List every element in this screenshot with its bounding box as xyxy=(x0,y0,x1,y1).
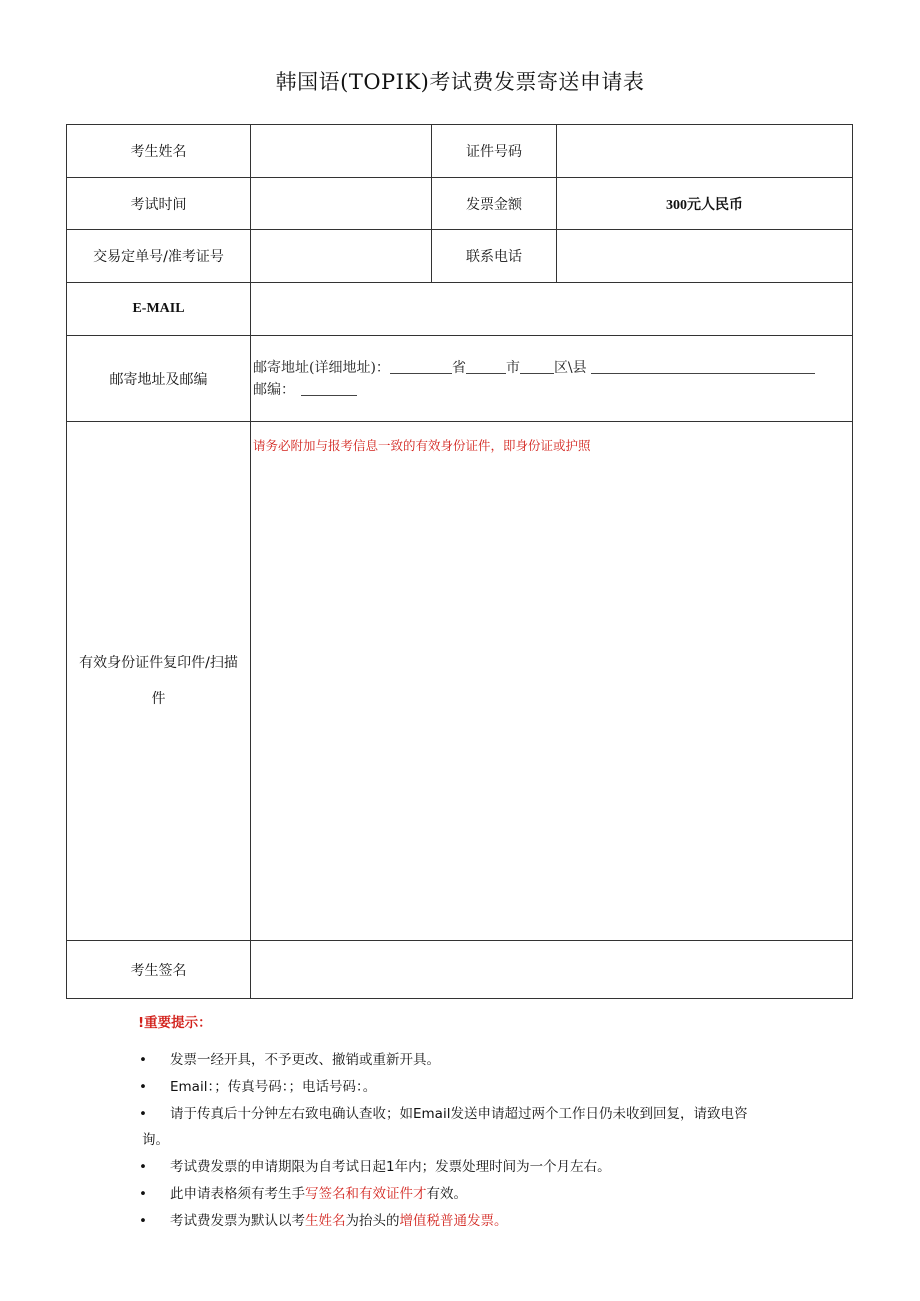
id-copy-area[interactable] xyxy=(251,422,853,941)
notes-list xyxy=(0,1048,920,1236)
note-text-1: 发票一经开具，不予更改、撤销或重新开具。 xyxy=(170,1052,440,1068)
form-row-signature xyxy=(67,941,853,999)
order-number-label: 交易定单号/准考证号 xyxy=(67,230,251,283)
id-copy-label-line1: 有效身份证件复印件/扫描 xyxy=(79,655,238,671)
exam-time-label: 考试时间 xyxy=(67,178,251,230)
form-row-exam-time xyxy=(67,178,853,230)
note-text-5b: 写签名和有效证件才 xyxy=(305,1185,427,1202)
application-form-table xyxy=(66,124,853,999)
form-row-email xyxy=(67,283,853,336)
note-text-3-wrap: 询。 xyxy=(142,1131,169,1148)
bullet-icon: • xyxy=(139,1052,147,1068)
address-line xyxy=(253,357,852,379)
district-blank[interactable] xyxy=(520,359,554,374)
id-number-field[interactable] xyxy=(557,125,853,178)
district-label: 区\县 xyxy=(553,359,587,376)
note-text-6a: 考试费发票为默认以考 xyxy=(170,1212,305,1229)
invoice-amount-label: 发票金额 xyxy=(432,178,557,230)
bullet-icon: • xyxy=(139,1212,147,1229)
bullet-icon: • xyxy=(139,1158,147,1175)
page-title: 韩国语(TOPIK)考试费发票寄送申请表 xyxy=(275,70,645,94)
province-label: 省 xyxy=(451,359,466,376)
name-label: 考生姓名 xyxy=(67,125,251,178)
order-number-field[interactable] xyxy=(251,230,432,283)
id-copy-label xyxy=(67,422,251,941)
name-field[interactable] xyxy=(251,125,432,178)
postcode-line xyxy=(253,379,852,401)
form-row-name xyxy=(67,125,853,178)
notes-heading: !重要提示： xyxy=(138,1015,212,1031)
province-blank[interactable] xyxy=(390,359,452,374)
postcode-blank[interactable] xyxy=(301,381,357,396)
bullet-icon: • xyxy=(139,1079,147,1095)
email-field[interactable] xyxy=(251,283,853,336)
note-item xyxy=(0,1209,920,1235)
note-item xyxy=(0,1048,920,1074)
bullet-icon: • xyxy=(139,1106,147,1122)
form-row-address xyxy=(67,336,853,422)
bullet-icon: • xyxy=(139,1185,147,1202)
address-field[interactable] xyxy=(251,336,853,422)
id-copy-label-line2: 件 xyxy=(151,691,166,707)
note-item xyxy=(0,1102,920,1153)
note-item xyxy=(0,1155,920,1181)
exam-time-field[interactable] xyxy=(251,178,432,230)
street-blank[interactable] xyxy=(591,359,815,374)
note-text-3: 请于传真后十分钟左右致电确认查收；如Email发送申请超过两个工作日仍未收到回复，请致电咨 xyxy=(170,1106,748,1122)
note-text-2: Email：；传真号码：；电话号码：。 xyxy=(170,1079,377,1095)
address-label: 邮寄地址及邮编 xyxy=(67,336,251,422)
invoice-amount-value: 300元人民币 xyxy=(557,178,853,230)
postcode-label: 邮编： xyxy=(253,381,295,398)
phone-label: 联系电话 xyxy=(432,230,557,283)
signature-field[interactable] xyxy=(251,941,853,999)
note-text-6b: 生姓名 xyxy=(305,1212,346,1229)
note-text-5a: 此申请表格须有考生手 xyxy=(170,1185,305,1202)
form-row-id-copy xyxy=(67,422,853,941)
form-row-order xyxy=(67,230,853,283)
note-text-6c: 为抬头的 xyxy=(345,1212,400,1229)
address-prefix: 邮寄地址(详细地址)： xyxy=(253,359,390,376)
id-number-label: 证件号码 xyxy=(432,125,557,178)
city-label: 市 xyxy=(505,359,520,376)
note-text-6d: 增值税普通发票。 xyxy=(399,1212,508,1229)
city-blank[interactable] xyxy=(466,359,506,374)
note-item xyxy=(0,1075,920,1101)
note-text-5c: 有效。 xyxy=(426,1185,467,1202)
id-copy-note: 请务必附加与报考信息一致的有效身份证件，即身份证或护照 xyxy=(253,438,591,453)
email-label: E-MAIL xyxy=(67,283,251,336)
phone-field[interactable] xyxy=(557,230,853,283)
signature-label: 考生签名 xyxy=(67,941,251,999)
note-item xyxy=(0,1182,920,1208)
note-text-4: 考试费发票的申请期限为自考试日起1年内；发票处理时间为一个月左右。 xyxy=(170,1158,611,1175)
